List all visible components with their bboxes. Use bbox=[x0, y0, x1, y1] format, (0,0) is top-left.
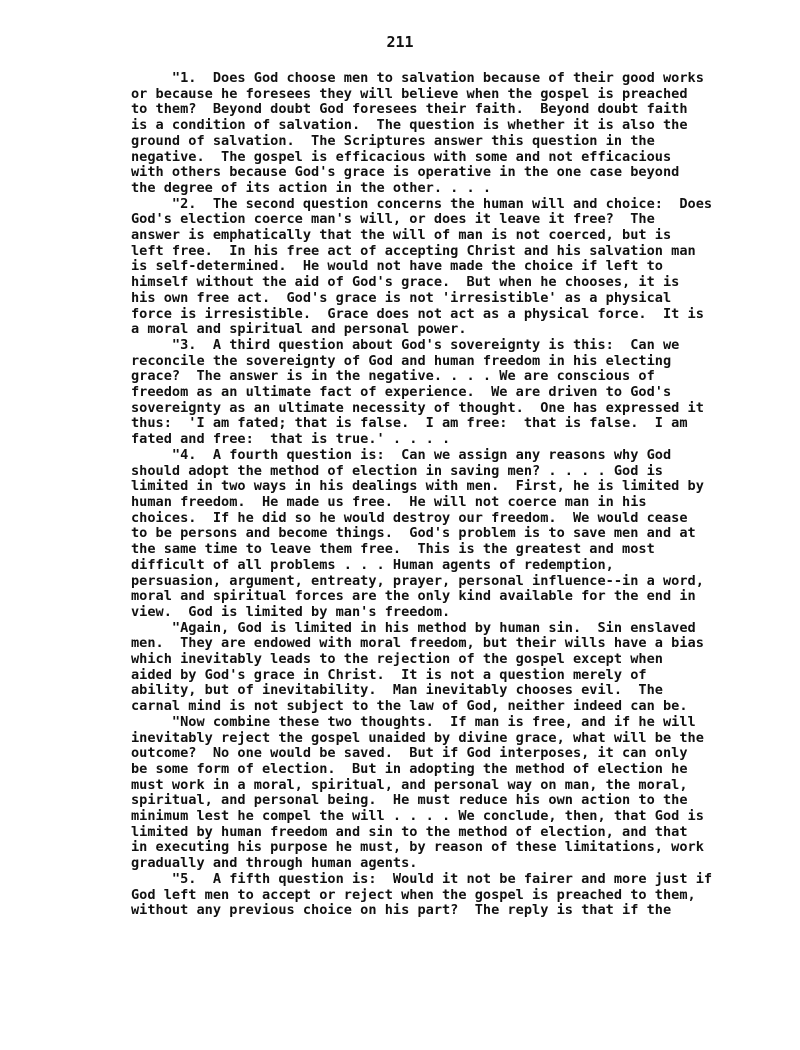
text-line: answer is emphatically that the will of man is not coerced, but is bbox=[131, 227, 672, 244]
paragraph bbox=[131, 338, 771, 448]
text-line: left free. In his free act of accepting Christ and his salvation man bbox=[131, 242, 696, 259]
text-line: fated and free: that is true.' . . . . bbox=[131, 431, 451, 448]
text-line: "1. Does God choose men to salvation because of their good works bbox=[131, 70, 704, 86]
paragraph bbox=[131, 872, 771, 919]
text-line: his own free act. God's grace is not 'irresistible' as a physical bbox=[131, 289, 672, 306]
text-line: thus: 'I am fated; that is false. I am free: that is false. I am bbox=[131, 415, 688, 432]
paragraph bbox=[131, 715, 771, 872]
text-line: "3. A third question about God's sovereignty is this: Can we bbox=[131, 336, 680, 353]
text-line: choices. If he did so he would destroy our freedom. We would cease bbox=[131, 509, 688, 526]
text-line: gradually and through human agents. bbox=[131, 855, 418, 872]
text-line: outcome? No one would be saved. But if God interposes, it can only bbox=[131, 745, 688, 762]
text-line: limited by human freedom and sin to the method of election, and that bbox=[131, 823, 688, 840]
text-line: spiritual, and personal being. He must reduce his own action to the bbox=[131, 792, 688, 809]
paragraph bbox=[131, 448, 771, 621]
paragraph bbox=[131, 621, 771, 715]
text-line: carnal mind is not subject to the law of God, neither indeed can be. bbox=[131, 698, 688, 715]
text-line: the degree of its action in the other. . . . bbox=[131, 179, 492, 196]
text-line: negative. The gospel is efficacious with some and not efficacious bbox=[131, 148, 672, 165]
text-line: to be persons and become things. God's problem is to save men and at bbox=[131, 525, 696, 542]
text-line: without any previous choice on his part? The reply is that if the bbox=[131, 902, 672, 919]
text-line: must work in a moral, spiritual, and personal way on man, the moral, bbox=[131, 776, 688, 793]
text-line: God left men to accept or reject when the gospel is preached to them, bbox=[131, 886, 696, 903]
text-line: himself without the aid of God's grace. But when he chooses, it is bbox=[131, 274, 680, 291]
text-line: grace? The answer is in the negative. . . . We are conscious of bbox=[131, 368, 655, 385]
text-line: aided by God's grace in Christ. It is not a question merely of bbox=[131, 666, 647, 683]
text-line: freedom as an ultimate fact of experience. We are driven to God's bbox=[131, 384, 672, 401]
text-line: is a condition of salvation. The question is whether it is also the bbox=[131, 117, 688, 134]
body-text bbox=[131, 71, 771, 919]
text-line: reconcile the sovereignty of God and human freedom in his electing bbox=[131, 352, 672, 369]
text-line: "5. A fifth question is: Would it not be fairer and more just if bbox=[131, 870, 713, 887]
text-line: persuasion, argument, entreaty, prayer, personal influence--in a word, bbox=[131, 572, 704, 589]
text-line: in executing his purpose he must, by reason of these limitations, work bbox=[131, 839, 704, 856]
text-line: human freedom. He made us free. He will not coerce man in his bbox=[131, 493, 647, 510]
text-line: difficult of all problems . . . Human agents of redemption, bbox=[131, 556, 614, 573]
text-line: men. They are endowed with moral freedom, but their wills have a bias bbox=[131, 635, 704, 652]
paragraph bbox=[131, 71, 771, 197]
text-line: is self-determined. He would not have made the choice if left to bbox=[131, 258, 663, 275]
text-line: sovereignty as an ultimate necessity of thought. One has expressed it bbox=[131, 399, 704, 416]
text-line: which inevitably leads to the rejection of the gospel except when bbox=[131, 651, 663, 668]
text-line: to them? Beyond doubt God foresees their faith. Beyond doubt faith bbox=[131, 101, 688, 118]
text-line: with others because God's grace is operative in the one case beyond bbox=[131, 164, 680, 181]
text-line: "Again, God is limited in his method by human sin. Sin enslaved bbox=[131, 619, 696, 636]
text-line: inevitably reject the gospel unaided by divine grace, what will be the bbox=[131, 729, 704, 746]
page-number: 211 bbox=[386, 33, 414, 51]
text-line: be some form of election. But in adopting the method of election he bbox=[131, 760, 688, 777]
text-line: ground of salvation. The Scriptures answer this question in the bbox=[131, 132, 655, 149]
text-line: "4. A fourth question is: Can we assign any reasons why God bbox=[131, 446, 672, 463]
text-line: moral and spiritual forces are the only kind available for the end in bbox=[131, 588, 696, 605]
text-line: force is irresistible. Grace does not act as a physical force. It is bbox=[131, 305, 704, 322]
paragraph bbox=[131, 197, 771, 338]
text-line: "Now combine these two thoughts. If man is free, and if he will bbox=[131, 713, 696, 730]
text-line: minimum lest he compel the will . . . . We conclude, then, that God is bbox=[131, 808, 704, 825]
text-line: "2. The second question concerns the human will and choice: Does bbox=[131, 195, 713, 212]
text-line: should adopt the method of election in saving men? . . . . God is bbox=[131, 462, 663, 479]
text-line: the same time to leave them free. This is the greatest and most bbox=[131, 541, 655, 558]
text-line: view. God is limited by man's freedom. bbox=[131, 603, 451, 620]
text-line: limited in two ways in his dealings with men. First, he is limited by bbox=[131, 478, 704, 495]
text-line: or because he foresees they will believe when the gospel is preached bbox=[131, 85, 688, 102]
text-line: God's election coerce man's will, or does it leave it free? The bbox=[131, 211, 655, 228]
text-line: a moral and spiritual and personal power. bbox=[131, 321, 467, 338]
text-line: ability, but of inevitability. Man inevitably chooses evil. The bbox=[131, 682, 663, 699]
